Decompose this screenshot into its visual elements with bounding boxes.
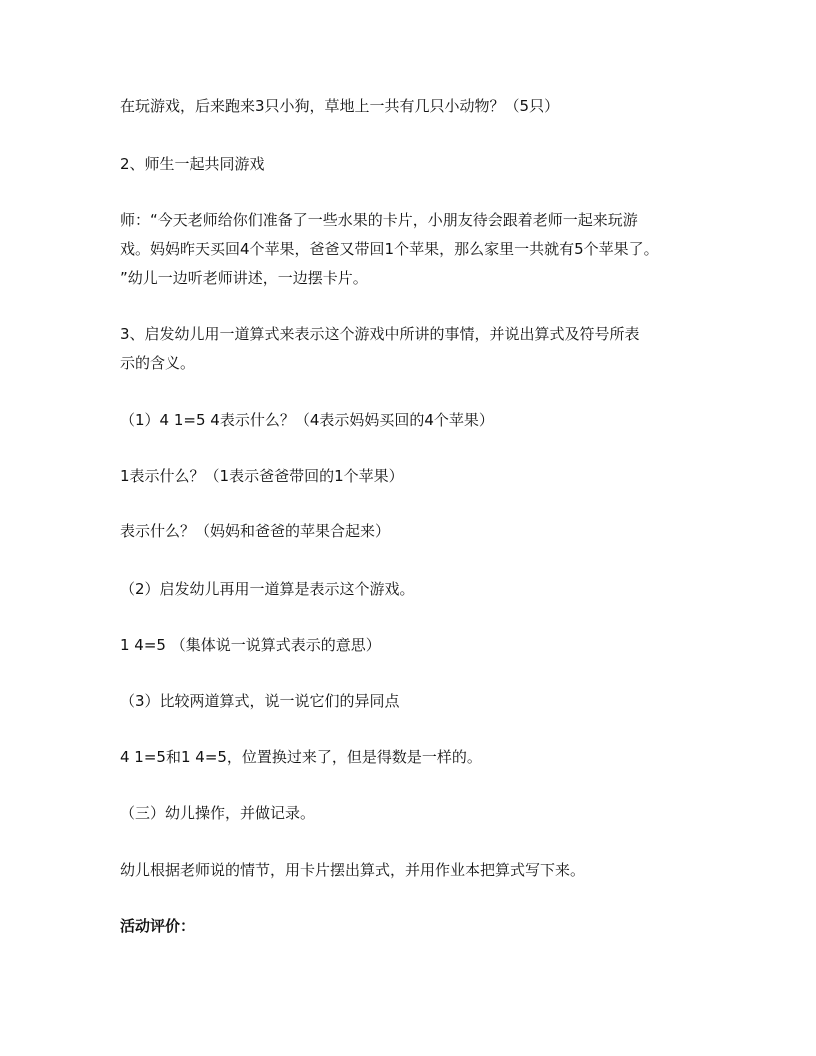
list-item: （2）启发幼儿再用一道算是表示这个游戏。 — [120, 580, 415, 598]
section-heading-2: 2、师生一起共同游戏 — [120, 155, 265, 173]
list-item: （3）比较两道算式，说一说它们的异同点 — [120, 692, 400, 710]
list-item: 1表示什么？（1表示爸爸带回的1个苹果） — [120, 467, 404, 485]
paragraph-line: 幼儿根据老师说的情节，用卡片摆出算式，并用作业本把算式写下来。 — [120, 861, 586, 879]
list-item: 表示什么？（妈妈和爸爸的苹果合起来） — [120, 522, 391, 540]
activity-evaluation-heading: 活动评价： — [120, 917, 196, 935]
section-heading-part-3: （三）幼儿操作，并做记录。 — [120, 804, 316, 822]
paragraph-line: 在玩游戏，后来跑来3只小狗，草地上一共有几只小动物？（5只） — [120, 97, 560, 115]
list-item: （1）4 1=5 4表示什么？（4表示妈妈买回的4个苹果） — [120, 411, 494, 429]
paragraph-line: 师：“今天老师给你们准备了一些水果的卡片，小朋友待会跟着老师一起来玩游 — [120, 211, 638, 229]
list-item: 4 1=5和1 4=5，位置换过来了，但是得数是一样的。 — [120, 748, 482, 766]
paragraph-line: 戏。妈妈昨天买回4个苹果，爸爸又带回1个苹果，那么家里一共就有5个苹果了。 — [120, 240, 659, 258]
paragraph-line: 示的含义。 — [120, 354, 196, 372]
list-item: 1 4=5 （集体说一说算式表示的意思） — [120, 636, 381, 654]
section-heading-3: 3、启发幼儿用一道算式来表示这个游戏中所讲的事情，并说出算式及符号所表 — [120, 325, 640, 343]
paragraph-line: ”幼儿一边听老师讲述，一边摆卡片。 — [120, 269, 368, 287]
